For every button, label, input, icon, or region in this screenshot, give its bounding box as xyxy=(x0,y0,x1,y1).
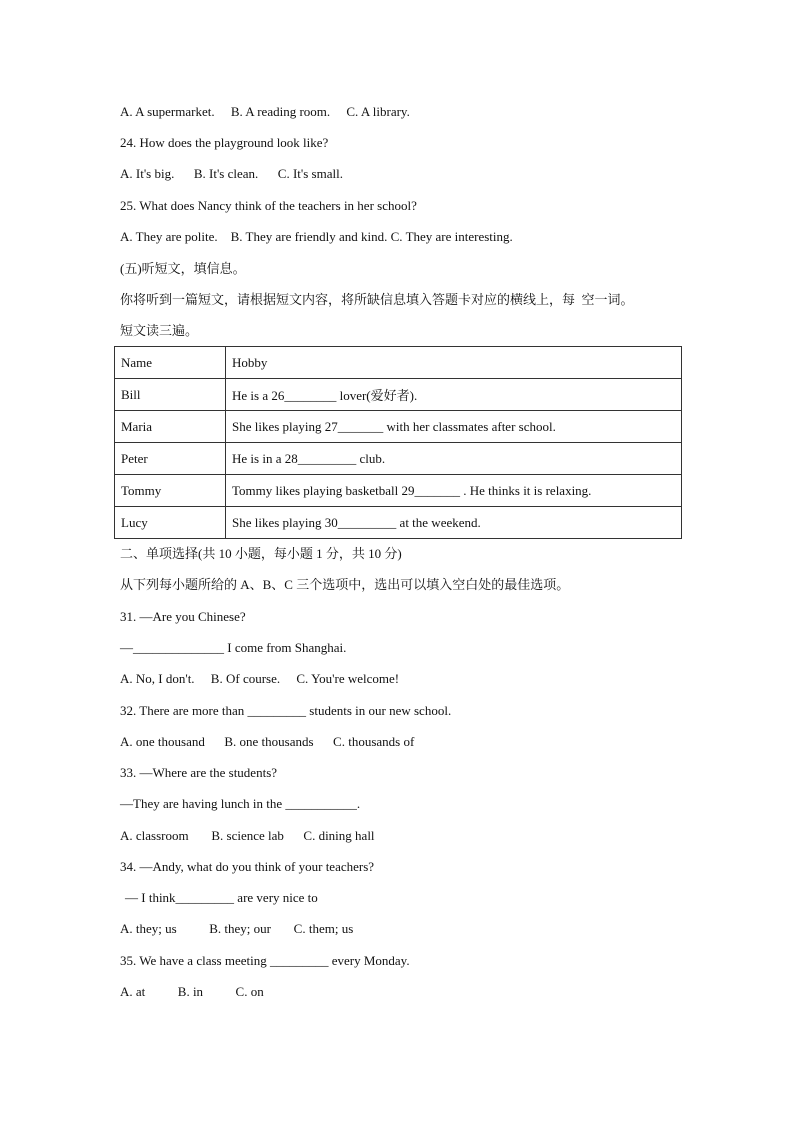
table-cell-name: Bill xyxy=(115,379,226,411)
part2-instruction: 从下列每小题所给的 A、B、C 三个选项中，选出可以填入空白处的最佳选项。 xyxy=(120,577,570,592)
table-cell-hobby: Tommy likes playing basketball 29_______ . He thinks it is relaxing. xyxy=(226,475,682,507)
q35-question: 35. We have a class meeting _________ every Monday. xyxy=(120,953,410,968)
q25-options: A. They are polite. B. They are friendly and kind. C. They are interesting. xyxy=(120,229,513,244)
table-row xyxy=(115,475,682,507)
q31-question: 31. —Are you Chinese? xyxy=(120,609,246,624)
q34-question: 34. —Andy, what do you think of your teachers? xyxy=(120,859,375,874)
q34-options: A. they; us B. they; our C. them; us xyxy=(120,921,354,936)
q34-answer-line: — I think_________ are very nice to xyxy=(125,890,318,905)
q24-question: 24. How does the playground look like? xyxy=(120,135,329,150)
table-cell-name: Peter xyxy=(115,443,226,475)
table-cell-name: Lucy xyxy=(115,507,226,539)
table-row xyxy=(115,443,682,475)
table-row xyxy=(115,507,682,539)
table-cell-name: Maria xyxy=(115,411,226,443)
section5-instruction: 你将听到一篇短文，请根据短文内容，将所缺信息填入答题卡对应的横线上，每 空一词。 xyxy=(120,292,634,307)
q31-options: A. No, I don't. B. Of course. C. You're welcome! xyxy=(120,671,400,686)
q33-question: 33. —Where are the students? xyxy=(120,765,278,780)
q24-options: A. It's big. B. It's clean. C. It's small. xyxy=(120,166,343,181)
section5-repeat-note: 短文读三遍。 xyxy=(120,323,199,338)
q25-question: 25. What does Nancy think of the teachers in her school? xyxy=(120,198,417,213)
table-cell-hobby: He is in a 28_________ club. xyxy=(226,443,682,475)
table-header-hobby: Hobby xyxy=(226,347,682,379)
table-header-row xyxy=(115,347,682,379)
table-cell-hobby: She likes playing 30_________ at the weekend. xyxy=(226,507,682,539)
table-cell-hobby: She likes playing 27_______ with her classmates after school. xyxy=(226,411,682,443)
table-header-name: Name xyxy=(115,347,226,379)
q23-options: A. A supermarket. B. A reading room. C. A library. xyxy=(120,104,410,119)
table-cell-hobby: He is a 26________ lover(爱好者). xyxy=(226,379,682,411)
q33-answer-line: —They are having lunch in the ___________. xyxy=(120,796,361,811)
part2-title: 二、单项选择(共 10 小题，每小题 1 分，共 10 分) xyxy=(120,546,402,561)
section5-title: (五)听短文，填信息。 xyxy=(120,261,246,276)
table-row xyxy=(115,379,682,411)
q33-options: A. classroom B. science lab C. dining hall xyxy=(120,828,375,843)
q32-question: 32. There are more than _________ students in our new school. xyxy=(120,703,452,718)
q35-options: A. at B. in C. on xyxy=(120,984,264,999)
table-row xyxy=(115,411,682,443)
hobby-table xyxy=(114,346,682,539)
q31-answer-line: —______________ I come from Shanghai. xyxy=(120,640,347,655)
table-cell-name: Tommy xyxy=(115,475,226,507)
q32-options: A. one thousand B. one thousands C. thousands of xyxy=(120,734,415,749)
